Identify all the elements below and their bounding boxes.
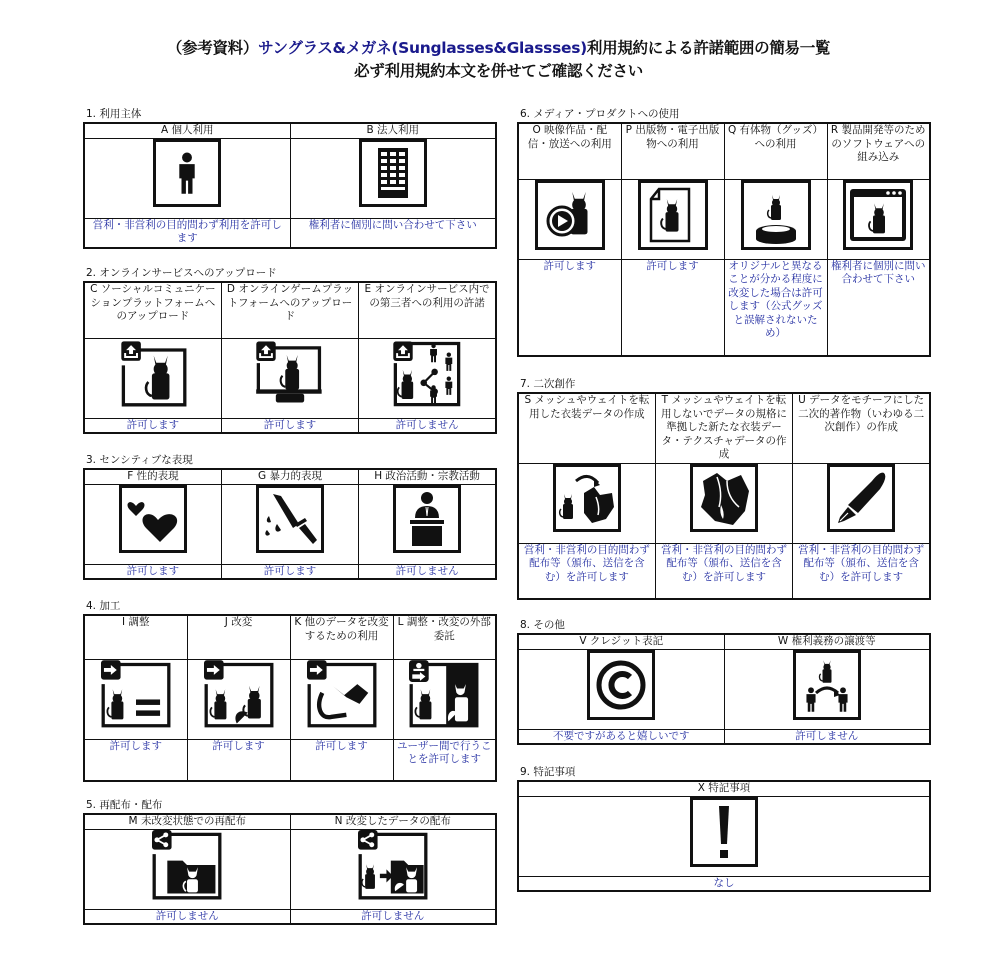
section-others (517, 617, 931, 745)
adjust-equal-icon (101, 660, 171, 728)
item-result: なし (518, 876, 930, 891)
item-result: 権利者に個別に問い合わせて下さい (827, 259, 930, 356)
item-result: 許可します (84, 564, 221, 579)
section-media-product (517, 106, 931, 357)
item-head: M 未改変状態での再配布 (84, 814, 290, 829)
item-head: K 他のデータを改変するための利用 (290, 615, 393, 659)
item-head: O 映像作品・配信・放送への利用 (518, 123, 621, 179)
section-label: 5. 再配布・配布 (86, 799, 163, 811)
item-result: ユーザー間で行うことを許可します (393, 739, 496, 781)
item-result: 許可します (621, 259, 724, 356)
item-result: 営利・非営利の目的問わず利用を許可します (84, 218, 290, 248)
title-prefix: （参考資料） (166, 39, 259, 57)
item-result: 許可しません (359, 418, 496, 433)
item-result: 許可しません (359, 564, 496, 579)
item-head: D オンラインゲームプラットフォームへのアップロード (221, 282, 358, 338)
item-result: 許可します (84, 418, 221, 433)
section-sensitive-expression (83, 452, 497, 580)
section-usage-subject (83, 106, 497, 249)
item-result: 権利者に個別に問い合わせて下さい (290, 218, 496, 248)
share-modified-folder-icon (358, 830, 428, 900)
item-head: E オンラインサービス内での第三者への利用の許諾 (359, 282, 496, 338)
item-head: U データをモチーフにした二次的著作物（いわゆる二次創作）の作成 (793, 393, 930, 463)
item-head: V クレジット表記 (518, 634, 724, 649)
item-head: C ソーシャルコミュニケーションプラットフォームへのアップロード (84, 282, 221, 338)
document-icon (638, 180, 708, 250)
item-result: 営利・非営利の目的問わず配布等（頒布、送信を含む）を許可します (655, 543, 792, 599)
figure-stand-icon (741, 180, 811, 250)
modify-icon (204, 660, 274, 728)
item-head: I 調整 (84, 615, 187, 659)
page-title-line-1 (0, 36, 997, 58)
item-result: 許可します (221, 564, 358, 579)
item-head: R 製品開発等のためのソフトウェアへの組み込み (827, 123, 930, 179)
section-redistribution (83, 797, 497, 925)
copyright-icon (587, 650, 655, 720)
section-label: 1. 利用主体 (86, 108, 142, 120)
software-window-icon (843, 180, 913, 250)
item-head: P 出版物・電子出版物への利用 (621, 123, 724, 179)
item-result: 許可します (518, 259, 621, 356)
item-result: 許可します (187, 739, 290, 781)
use-for-other-data-icon (307, 660, 377, 728)
item-result: 許可します (290, 739, 393, 781)
item-result: 許可します (84, 739, 187, 781)
section-label: 2. オンラインサービスへのアップロード (86, 267, 277, 279)
section-processing (83, 598, 497, 782)
item-result: 許可しません (724, 729, 930, 744)
exclamation-icon (690, 797, 758, 867)
section-label: 7. 二次創作 (520, 378, 576, 390)
item-result: 不要ですがあると嬉しいです (518, 729, 724, 744)
item-head: S メッシュやウェイトを転用した衣装データの作成 (518, 393, 655, 463)
avatar-to-clothing-icon (553, 464, 621, 532)
title-suffix: 利用規約による許諾範囲の簡易一覧 (586, 39, 831, 57)
item-head: H 政治活動・宗教活動 (359, 469, 496, 484)
item-head: J 改変 (187, 615, 290, 659)
section-label: 8. その他 (520, 619, 565, 631)
outsource-icon (409, 660, 479, 728)
page-title-line-2: 必ず利用規約本文を併せてご確認ください (354, 62, 643, 80)
clothing-icon (690, 464, 758, 532)
item-head: N 改変したデータの配布 (290, 814, 496, 829)
item-head: X 特記事項 (518, 781, 930, 796)
hearts-icon (119, 485, 187, 553)
section-label: 4. 加工 (86, 600, 121, 612)
section-label: 6. メディア・プロダクトへの使用 (520, 108, 680, 120)
item-head: A 個人利用 (84, 123, 290, 138)
item-head: L 調整・改変の外部委託 (393, 615, 496, 659)
item-head: T メッシュやウェイトを転用しないでデータの規格に準拠した新たな衣装データ・テクスチャデータの作成 (655, 393, 792, 463)
video-play-icon (535, 180, 605, 250)
podium-speaker-icon (393, 485, 461, 553)
section-online-upload (83, 265, 497, 434)
transfer-rights-icon (793, 650, 861, 720)
item-result: オリジナルと異なることが分かる程度に改変した場合は許可します（公式グッズと誤解されないため） (724, 259, 827, 356)
item-result: 営利・非営利の目的問わず配布等（頒布、送信を含む）を許可します (793, 543, 930, 599)
pen-nib-icon (827, 464, 895, 532)
item-result: 許可しません (84, 909, 290, 924)
item-head: F 性的表現 (84, 469, 221, 484)
section-special-notes (517, 764, 931, 892)
item-head: W 権利義務の譲渡等 (724, 634, 930, 649)
item-result: 営利・非営利の目的問わず配布等（頒布、送信を含む）を許可します (518, 543, 655, 599)
item-result: 許可しません (290, 909, 496, 924)
item-head: B 法人利用 (290, 123, 496, 138)
person-icon (153, 139, 221, 207)
section-label: 9. 特記事項 (520, 766, 576, 778)
section-label: 3. センシティブな表現 (86, 454, 193, 466)
knife-icon (256, 485, 324, 553)
section-derivative-works (517, 376, 931, 600)
building-icon (359, 139, 427, 207)
item-head: Q 有体物（グッズ）への利用 (724, 123, 827, 179)
upload-game-platform-icon (254, 339, 326, 407)
item-head: G 暴力的表現 (221, 469, 358, 484)
share-folder-icon (152, 830, 222, 900)
title-product-name: サングラス&メガネ(Sunglasses&Glassses) (258, 39, 587, 57)
upload-share-third-party-icon (391, 339, 463, 407)
item-result: 許可します (221, 418, 358, 433)
upload-avatar-icon (119, 339, 187, 407)
